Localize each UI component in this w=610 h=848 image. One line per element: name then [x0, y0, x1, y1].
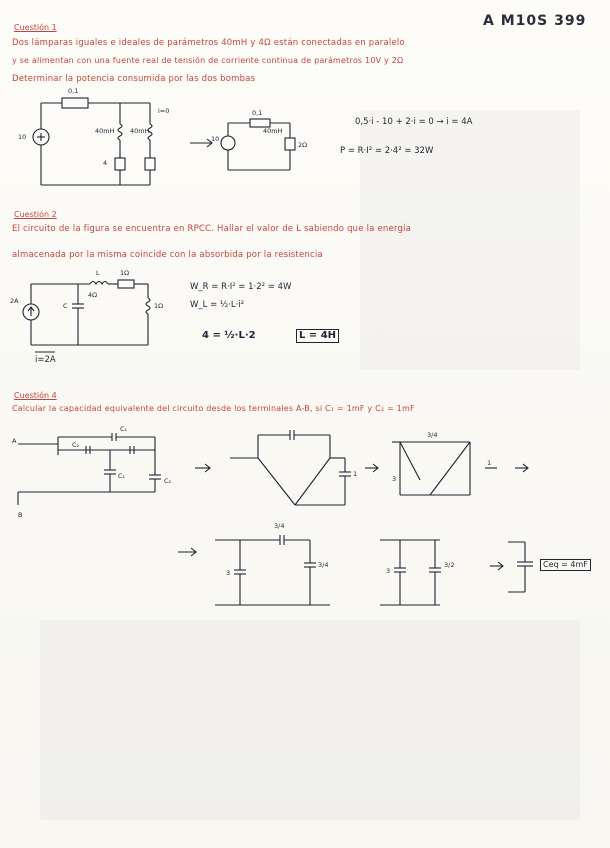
q2-label-c: C	[63, 302, 68, 310]
q1-eq-label-src: 10	[211, 135, 220, 143]
q3-label-c2b: C₂	[164, 477, 172, 485]
q2-label-r-val: 4Ω	[88, 291, 98, 299]
q2-heading: Cuestión 2	[14, 210, 57, 219]
q2-label-current: i=2A	[35, 355, 56, 365]
q2-equation-solve: 4 = ½·L·2	[202, 330, 256, 341]
q3-label-c1b: C₁	[118, 472, 126, 480]
q1-text-line2: y se alimentan con una fuente real de tensión de corriente continua de parámetros 10V y 2Ω	[12, 56, 404, 65]
q1-label-l-right: 40mH	[130, 127, 150, 135]
q1-heading: Cuestión 1	[14, 23, 57, 32]
q3-circuit-step3	[392, 442, 497, 495]
q1-eq-label-side: 40mH	[263, 127, 283, 135]
q1-label-l-left: 40mH	[95, 127, 115, 135]
q3-heading: Cuestión 4	[14, 391, 57, 400]
q1-label-r-top: 0,1	[68, 87, 79, 95]
q2-circuit	[23, 280, 150, 352]
q3-circuit-original	[18, 433, 161, 505]
q1-label-i: i=0	[158, 107, 170, 115]
q2-equation-wr: W_R = R·I² = 1·2² = 4W	[190, 282, 292, 292]
q1-eq-label-r: 0,1	[252, 109, 263, 117]
q2-label-r-top: 1Ω	[120, 269, 130, 277]
q2-label-source: 2A	[10, 297, 19, 305]
q3-label-three-c: 3	[386, 567, 391, 575]
q1-circuit	[33, 98, 155, 185]
q3-label-three-half: 3/2	[444, 561, 455, 569]
q3-label-three: 3	[392, 475, 397, 483]
q1-text-line3: Determinar la potencia consumida por las dos bombas	[12, 74, 256, 84]
q2-text-line1: El circuito de la figura se encuentra en RPCC. Hallar el valor de L sabiendo que la energía	[12, 224, 412, 234]
q3-label-a: A	[12, 437, 17, 445]
q1-label-source: 10	[18, 133, 27, 141]
q3-circuit-final	[508, 542, 533, 592]
q3-label-c2: C₂	[72, 441, 80, 449]
q3-label-c1: C₁	[120, 425, 128, 433]
q1-label-r: 4	[103, 159, 108, 167]
q3-label-three-b: 3	[226, 569, 231, 577]
q1-equation-current: 0,5·i - 10 + 2·i = 0 → i = 4A	[355, 117, 473, 127]
q3-text-line1: Calcular la capacidad equivalente del circuito desde los terminales A-B, si C₁ = 1mF y C₂ = 1mF	[12, 404, 415, 413]
q2-label-l: L	[96, 269, 100, 277]
q2-label-r-right: 1Ω	[154, 302, 164, 310]
q1-equivalent-circuit	[221, 119, 295, 170]
page-stamp: A M10S 399	[483, 13, 587, 29]
q3-label-one-b: 1	[487, 459, 492, 467]
q3-label-b: B	[18, 511, 23, 519]
q3-label-three-quarter-c: 3/4	[318, 561, 329, 569]
q3-label-three-quarter: 3/4	[427, 431, 438, 439]
q3-label-one: 1	[353, 470, 358, 478]
q3-label-three-quarter-b: 3/4	[274, 522, 285, 530]
q3-result-box: Ceq = 4mF	[540, 559, 591, 571]
q3-circuit-delta	[230, 430, 351, 505]
q1-eq-label-load: 2Ω	[298, 141, 308, 149]
q2-result-box: L = 4H	[296, 329, 339, 343]
q1-text-line1: Dos lámparas iguales e ideales de parámetros 40mH y 4Ω están conectadas en paralelo	[12, 38, 405, 48]
q2-text-line2: almacenada por la misma coincide con la absorbida por la resistencia	[12, 250, 323, 260]
q1-equation-power: P = R·I² = 2·4² = 32W	[340, 146, 434, 156]
q3-circuit-step4	[215, 535, 330, 605]
q2-equation-wl: W_L = ½·L·i²	[190, 300, 245, 310]
